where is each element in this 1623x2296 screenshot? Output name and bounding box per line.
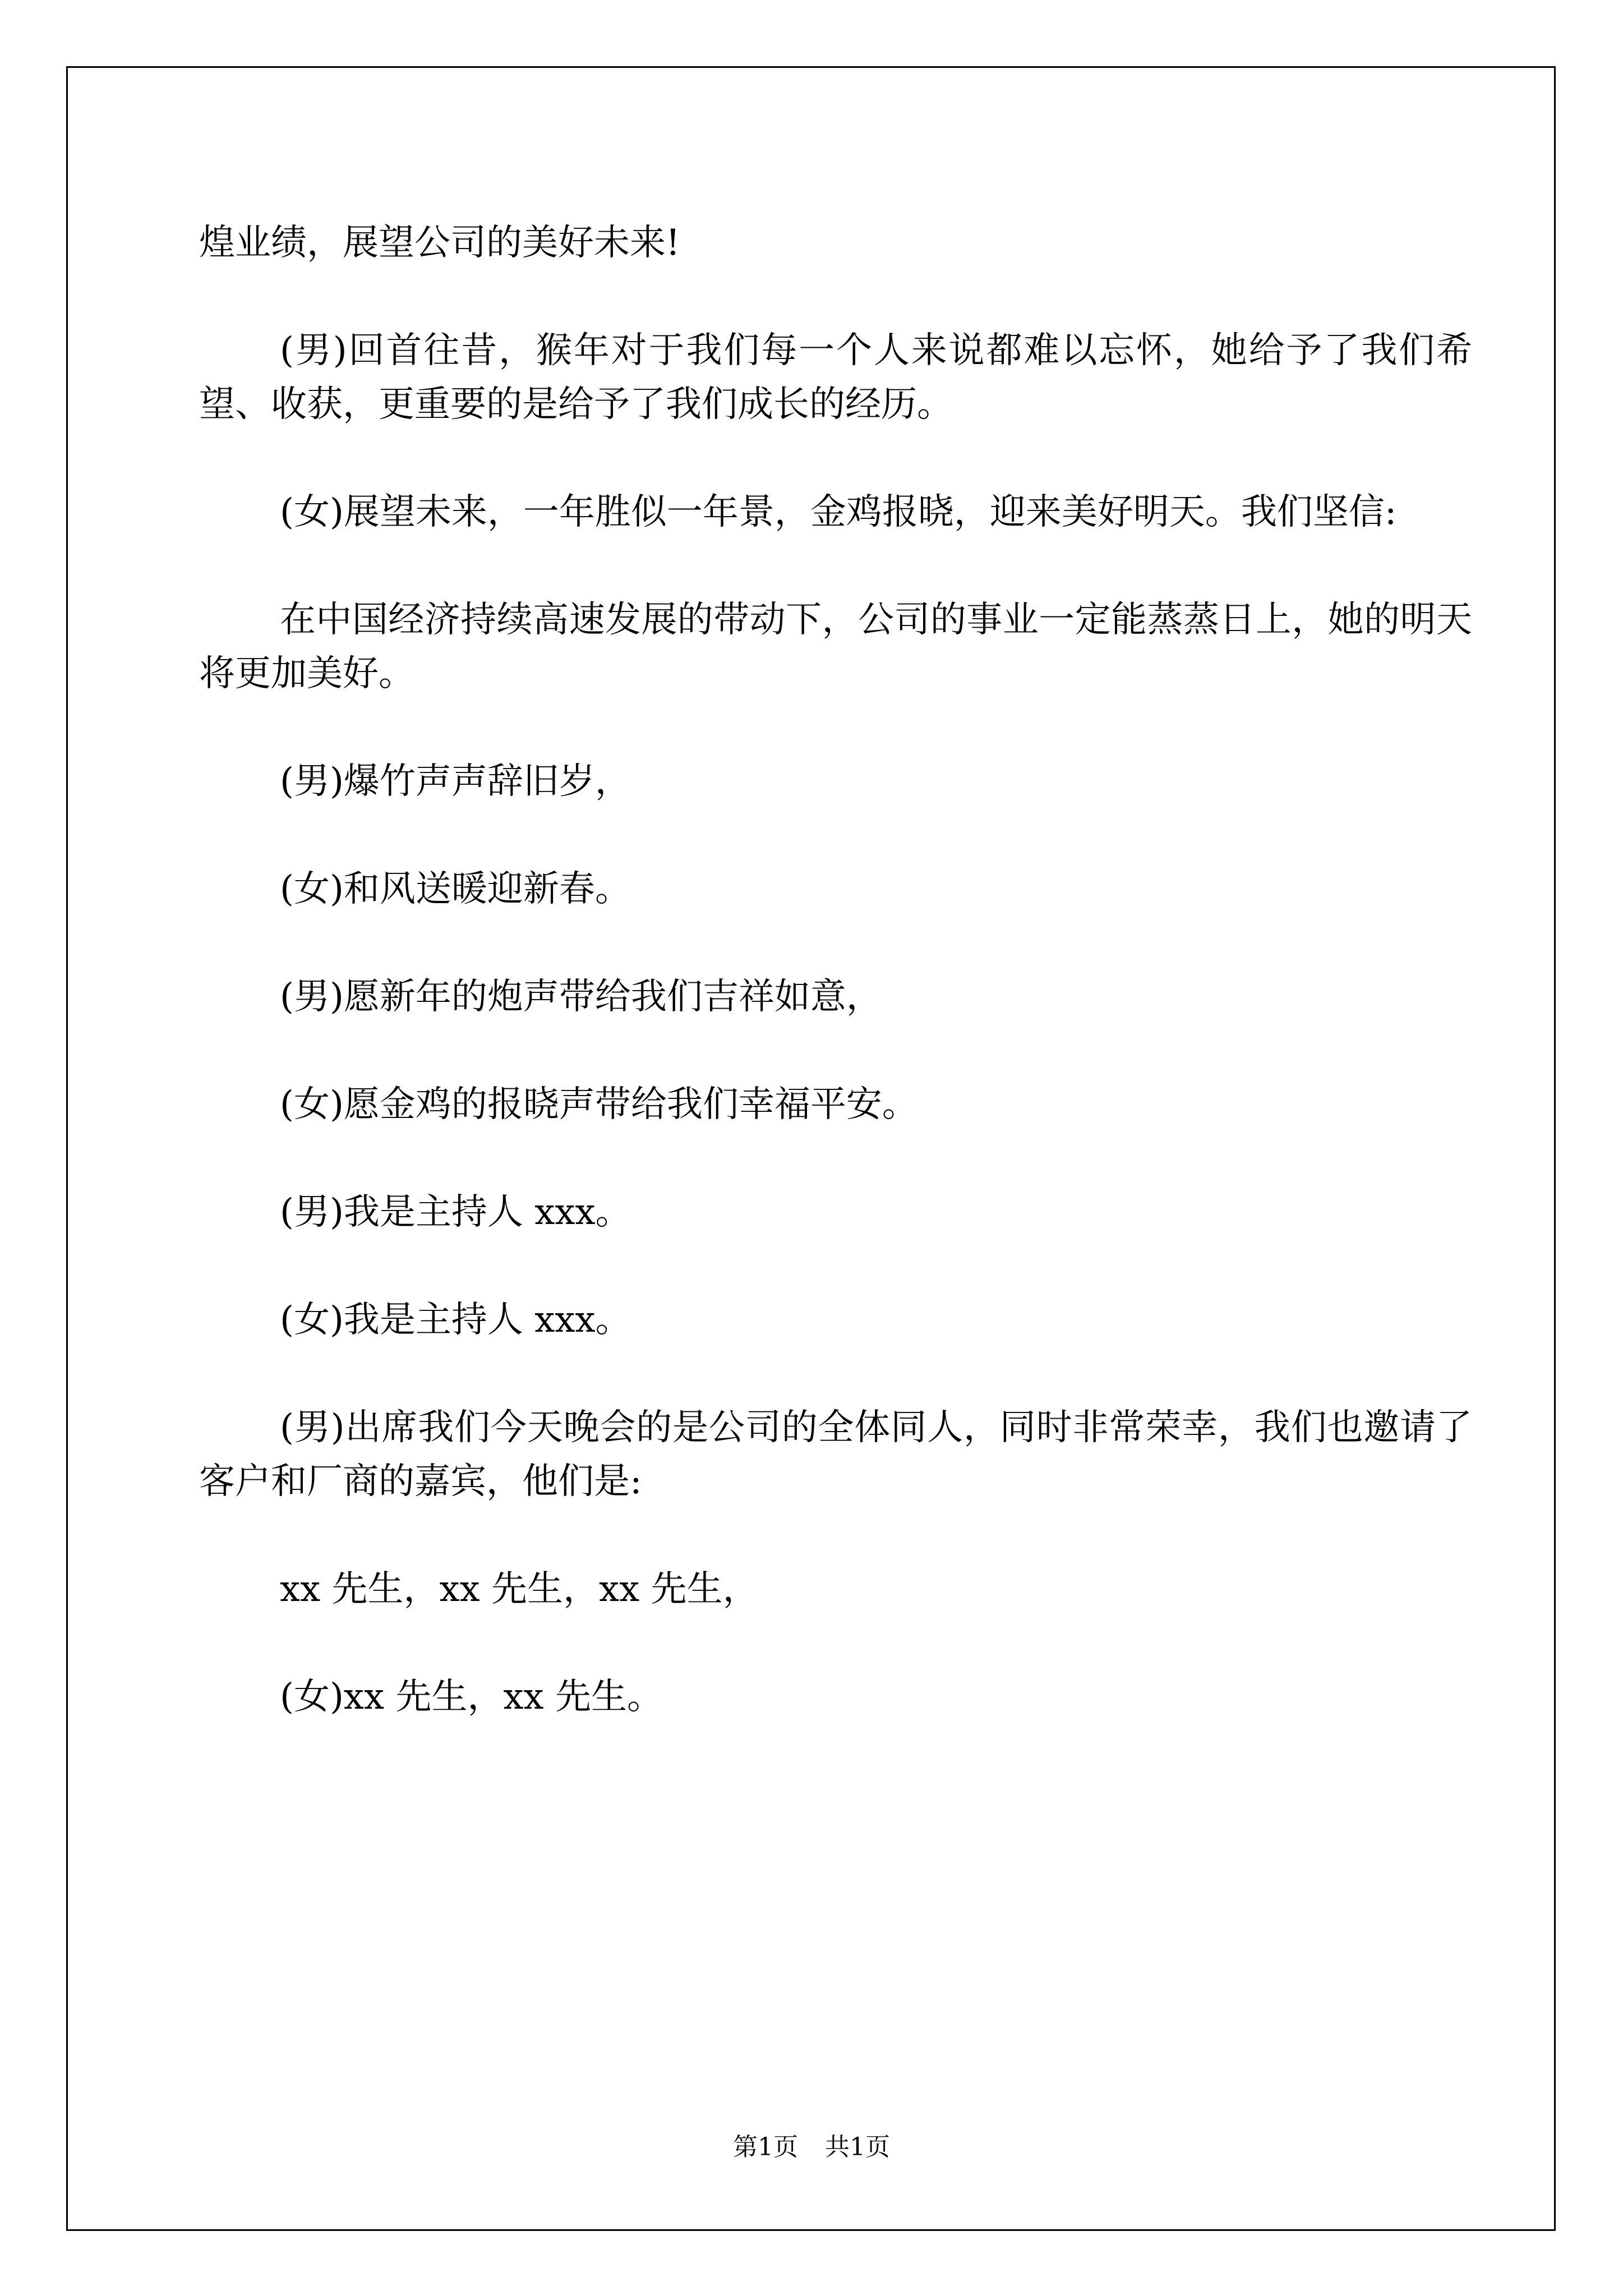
paragraph: (女)展望未来，一年胜似一年景，金鸡报晓，迎来美好明天。我们坚信: [280, 491, 1397, 533]
paragraph: 煌业绩，展望公司的美好未来! [199, 222, 680, 264]
paragraph: (男)爆竹声声辞旧岁， [280, 761, 631, 802]
page-number-total: 共1页 [825, 2133, 890, 2161]
paragraph: xx 先生，xx 先生，xx 先生， [280, 1568, 759, 1610]
paragraph: (男)出席我们今天晚会的是公司的全体同人，同时非常荣幸，我们也邀请了客户和厂商的嘉宾，他们是: [199, 1407, 1472, 1502]
paragraph: (男)我是主持人 xxx。 [280, 1191, 631, 1233]
paragraph: (女)xx 先生，xx 先生。 [280, 1676, 663, 1718]
page-number-current: 第1页 [733, 2133, 798, 2161]
page-footer [0, 2131, 1623, 2164]
paragraph: (女)我是主持人 xxx。 [280, 1299, 631, 1341]
paragraph: (男)回首往昔，猴年对于我们每一个人来说都难以忘怀，她给予了我们希望、收获，更重要的是给予了我们成长的经历。 [199, 330, 1472, 425]
document-body [199, 216, 1472, 1778]
paragraph: (女)愿金鸡的报晓声带给我们幸福平安。 [280, 1084, 918, 1125]
paragraph: (女)和风送暖迎新春。 [280, 868, 631, 910]
paragraph: 在中国经济持续高速发展的带动下，公司的事业一定能蒸蒸日上，她的明天将更加美好。 [199, 599, 1472, 694]
paragraph: (男)愿新年的炮声带给我们吉祥如意， [280, 976, 882, 1018]
